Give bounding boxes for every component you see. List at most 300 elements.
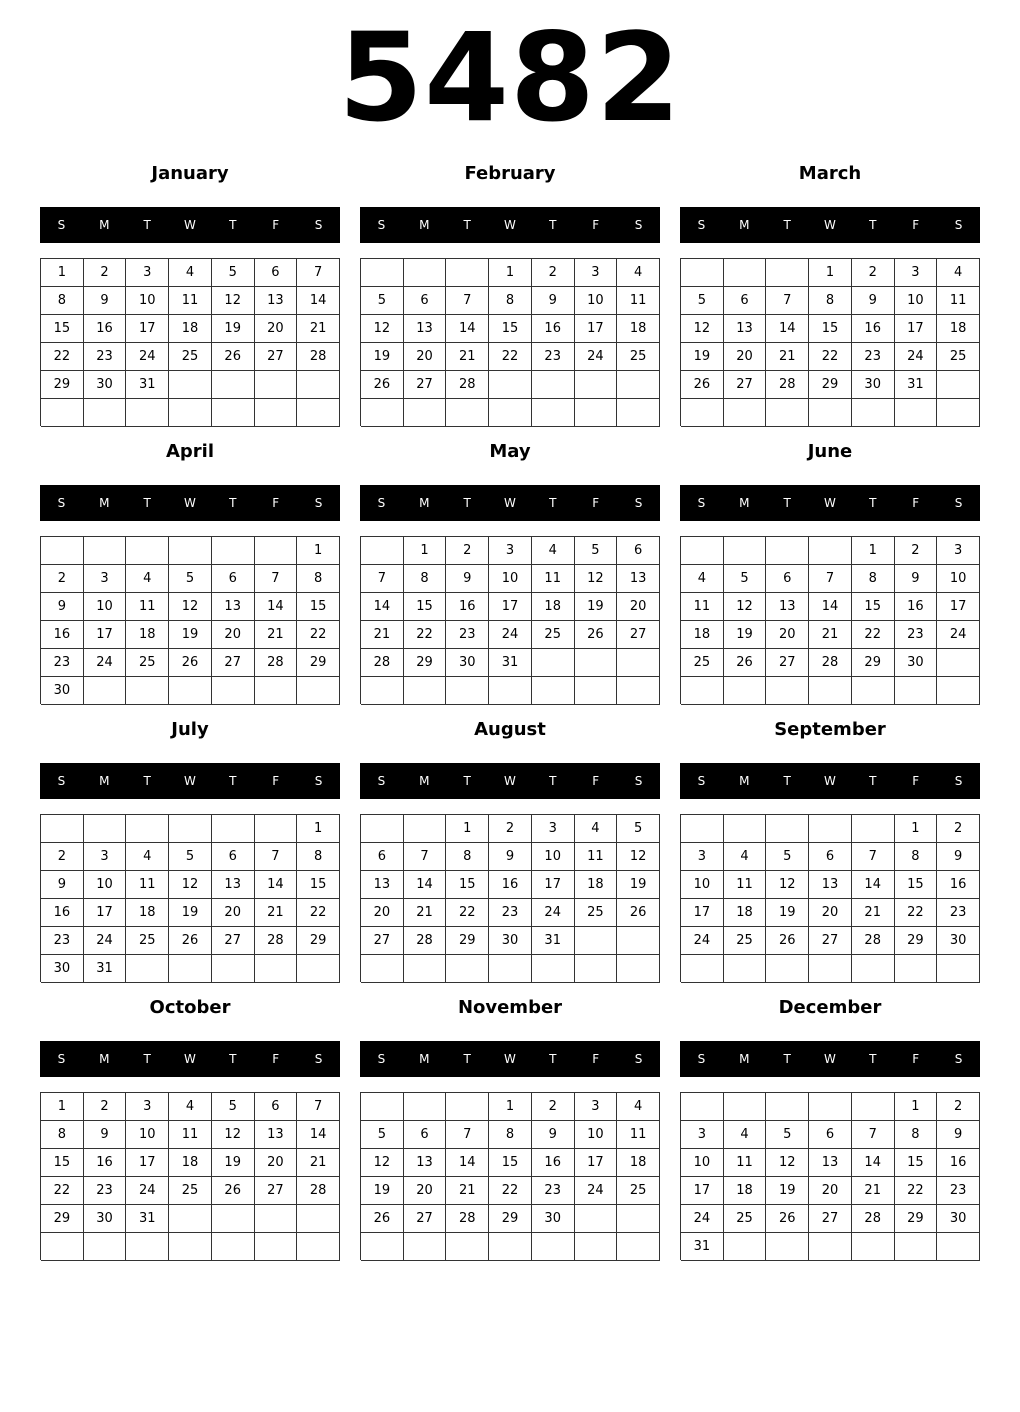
day-cell: 3 (532, 815, 575, 843)
weekday-label: T (463, 1052, 471, 1066)
weekday-label: S (314, 218, 323, 232)
day-cell: 23 (41, 649, 84, 677)
empty-day-cell (766, 1093, 809, 1121)
day-cell: 8 (41, 1121, 84, 1149)
day-cell: 11 (617, 1121, 660, 1149)
month-name: July (171, 719, 209, 740)
month-july (40, 716, 340, 984)
day-cell: 16 (41, 621, 84, 649)
day-cell: 18 (724, 1177, 767, 1205)
day-cell: 14 (255, 871, 298, 899)
day-cell: 20 (809, 1177, 852, 1205)
day-cell: 12 (169, 593, 212, 621)
day-cell: 26 (766, 927, 809, 955)
empty-day-cell (724, 537, 767, 565)
weekday-header (40, 1041, 340, 1077)
weekday-label: S (954, 1052, 963, 1066)
day-cell: 15 (895, 1149, 938, 1177)
days-grid (680, 258, 980, 426)
day-cell: 1 (297, 815, 340, 843)
day-cell: 13 (724, 315, 767, 343)
empty-day-cell (255, 399, 298, 427)
day-cell: 15 (852, 593, 895, 621)
weekday-label: S (314, 1052, 323, 1066)
days-grid (40, 1092, 340, 1260)
empty-day-cell (169, 677, 212, 705)
empty-day-cell (489, 371, 532, 399)
day-cell: 18 (169, 315, 212, 343)
day-cell: 7 (255, 843, 298, 871)
day-cell: 22 (446, 899, 489, 927)
day-cell: 31 (681, 1233, 724, 1261)
weekday-label: T (783, 1052, 791, 1066)
empty-day-cell (809, 955, 852, 983)
day-cell: 19 (766, 1177, 809, 1205)
empty-day-cell (724, 815, 767, 843)
weekday-label: W (184, 1052, 196, 1066)
day-cell: 16 (937, 1149, 980, 1177)
day-cell: 29 (895, 927, 938, 955)
empty-day-cell (255, 537, 298, 565)
day-cell: 28 (446, 1205, 489, 1233)
day-cell: 3 (895, 259, 938, 287)
weekday-label: M (419, 774, 430, 788)
weekday-label: F (592, 496, 600, 510)
weekday-label: S (57, 1052, 66, 1066)
weekday-label: T (463, 218, 471, 232)
days-grid (680, 814, 980, 982)
day-cell: 12 (681, 315, 724, 343)
empty-day-cell (255, 677, 298, 705)
day-cell: 18 (532, 593, 575, 621)
empty-day-cell (895, 955, 938, 983)
days-grid (360, 258, 660, 426)
month-september (680, 716, 980, 984)
day-cell: 25 (126, 649, 169, 677)
empty-day-cell (446, 955, 489, 983)
day-cell: 12 (724, 593, 767, 621)
day-cell: 15 (895, 871, 938, 899)
day-cell: 16 (84, 315, 127, 343)
empty-day-cell (532, 649, 575, 677)
day-cell: 25 (724, 1205, 767, 1233)
days-grid (40, 536, 340, 704)
empty-day-cell (575, 955, 618, 983)
day-cell: 24 (84, 927, 127, 955)
day-cell: 30 (41, 677, 84, 705)
day-cell: 10 (489, 565, 532, 593)
day-cell: 9 (532, 1121, 575, 1149)
weekday-label: S (954, 774, 963, 788)
day-cell: 5 (617, 815, 660, 843)
day-cell: 16 (937, 871, 980, 899)
month-name: June (807, 441, 853, 462)
empty-day-cell (297, 1205, 340, 1233)
weekday-header (680, 485, 980, 521)
empty-day-cell (212, 537, 255, 565)
empty-day-cell (937, 1233, 980, 1261)
day-cell: 26 (681, 371, 724, 399)
day-cell: 13 (766, 593, 809, 621)
day-cell: 1 (489, 259, 532, 287)
days-grid (680, 1092, 980, 1260)
weekday-header (680, 207, 980, 243)
day-cell: 25 (575, 899, 618, 927)
day-cell: 3 (489, 537, 532, 565)
weekday-header (360, 207, 660, 243)
weekday-label: W (504, 1052, 516, 1066)
day-cell: 8 (809, 287, 852, 315)
day-cell: 24 (126, 343, 169, 371)
day-cell: 1 (41, 1093, 84, 1121)
day-cell: 23 (532, 1177, 575, 1205)
day-cell: 10 (126, 1121, 169, 1149)
day-cell: 25 (681, 649, 724, 677)
day-cell: 8 (297, 843, 340, 871)
day-cell: 10 (126, 287, 169, 315)
day-cell: 21 (446, 1177, 489, 1205)
empty-day-cell (84, 537, 127, 565)
day-cell: 16 (489, 871, 532, 899)
day-cell: 4 (617, 1093, 660, 1121)
day-cell: 1 (297, 537, 340, 565)
day-cell: 11 (724, 1149, 767, 1177)
day-cell: 13 (404, 1149, 447, 1177)
day-cell: 6 (212, 565, 255, 593)
day-cell: 21 (297, 315, 340, 343)
day-cell: 7 (446, 1121, 489, 1149)
empty-day-cell (404, 677, 447, 705)
day-cell: 6 (255, 259, 298, 287)
day-cell: 30 (937, 1205, 980, 1233)
empty-day-cell (489, 677, 532, 705)
empty-day-cell (126, 537, 169, 565)
day-cell: 1 (489, 1093, 532, 1121)
day-cell: 3 (681, 843, 724, 871)
empty-day-cell (404, 955, 447, 983)
day-cell: 14 (766, 315, 809, 343)
day-cell: 11 (126, 871, 169, 899)
day-cell: 12 (766, 871, 809, 899)
weekday-label: F (272, 496, 280, 510)
day-cell: 2 (41, 843, 84, 871)
day-cell: 7 (852, 843, 895, 871)
day-cell: 23 (937, 1177, 980, 1205)
day-cell: 18 (575, 871, 618, 899)
weekday-label: S (634, 774, 643, 788)
day-cell: 9 (446, 565, 489, 593)
year-title: 5482 (338, 7, 682, 149)
day-cell: 6 (617, 537, 660, 565)
empty-day-cell (532, 1233, 575, 1261)
day-cell: 25 (937, 343, 980, 371)
day-cell: 12 (212, 1121, 255, 1149)
weekday-label: M (419, 1052, 430, 1066)
month-name: November (457, 997, 563, 1018)
empty-day-cell (169, 1233, 212, 1261)
day-cell: 21 (809, 621, 852, 649)
day-cell: 11 (617, 287, 660, 315)
empty-day-cell (617, 927, 660, 955)
day-cell: 13 (809, 871, 852, 899)
day-cell: 16 (84, 1149, 127, 1177)
weekday-label: S (634, 496, 643, 510)
day-cell: 31 (489, 649, 532, 677)
weekday-label: S (314, 496, 323, 510)
empty-day-cell (724, 1093, 767, 1121)
day-cell: 30 (852, 371, 895, 399)
empty-day-cell (489, 399, 532, 427)
day-cell: 22 (895, 899, 938, 927)
day-cell: 28 (255, 927, 298, 955)
day-cell: 26 (617, 899, 660, 927)
day-cell: 22 (489, 1177, 532, 1205)
day-cell: 12 (766, 1149, 809, 1177)
empty-day-cell (895, 677, 938, 705)
day-cell: 8 (297, 565, 340, 593)
day-cell: 29 (41, 371, 84, 399)
day-cell: 19 (766, 899, 809, 927)
weekday-label: T (229, 218, 237, 232)
empty-day-cell (617, 955, 660, 983)
day-cell: 11 (169, 287, 212, 315)
day-cell: 27 (361, 927, 404, 955)
day-cell: 29 (41, 1205, 84, 1233)
day-cell: 8 (489, 1121, 532, 1149)
day-cell: 23 (489, 899, 532, 927)
day-cell: 17 (84, 899, 127, 927)
weekday-header (360, 1041, 660, 1077)
empty-day-cell (766, 955, 809, 983)
empty-day-cell (724, 955, 767, 983)
day-cell: 11 (681, 593, 724, 621)
day-cell: 27 (766, 649, 809, 677)
day-cell: 31 (84, 955, 127, 983)
day-cell: 2 (937, 1093, 980, 1121)
empty-day-cell (297, 1233, 340, 1261)
day-cell: 18 (169, 1149, 212, 1177)
empty-day-cell (766, 677, 809, 705)
empty-day-cell (212, 1205, 255, 1233)
empty-day-cell (681, 537, 724, 565)
weekday-label: M (739, 218, 750, 232)
weekday-header (680, 763, 980, 799)
day-cell: 7 (361, 565, 404, 593)
weekday-label: W (504, 496, 516, 510)
day-cell: 23 (446, 621, 489, 649)
day-cell: 4 (617, 259, 660, 287)
day-cell: 19 (169, 899, 212, 927)
empty-day-cell (724, 1233, 767, 1261)
weekday-label: S (57, 774, 66, 788)
weekday-label: S (697, 496, 706, 510)
day-cell: 17 (126, 315, 169, 343)
day-cell: 17 (575, 315, 618, 343)
day-cell: 29 (852, 649, 895, 677)
day-cell: 18 (126, 899, 169, 927)
weekday-header (360, 763, 660, 799)
empty-day-cell (41, 1233, 84, 1261)
day-cell: 21 (852, 899, 895, 927)
empty-day-cell (41, 815, 84, 843)
day-cell: 12 (361, 1149, 404, 1177)
month-june (680, 438, 980, 706)
day-cell: 9 (84, 287, 127, 315)
days-grid (360, 1092, 660, 1260)
empty-day-cell (212, 371, 255, 399)
day-cell: 26 (212, 1177, 255, 1205)
day-cell: 23 (41, 927, 84, 955)
day-cell: 17 (489, 593, 532, 621)
day-cell: 7 (446, 287, 489, 315)
days-grid (40, 258, 340, 426)
day-cell: 29 (809, 371, 852, 399)
empty-day-cell (297, 399, 340, 427)
weekday-label: F (912, 218, 920, 232)
day-cell: 20 (617, 593, 660, 621)
day-cell: 17 (532, 871, 575, 899)
weekday-label: W (504, 774, 516, 788)
weekday-label: T (229, 1052, 237, 1066)
day-cell: 13 (212, 593, 255, 621)
day-cell: 25 (169, 1177, 212, 1205)
day-cell: 16 (532, 1149, 575, 1177)
day-cell: 7 (852, 1121, 895, 1149)
day-cell: 17 (126, 1149, 169, 1177)
empty-day-cell (852, 1093, 895, 1121)
empty-day-cell (575, 649, 618, 677)
weekday-label: M (419, 496, 430, 510)
day-cell: 20 (212, 621, 255, 649)
weekday-label: M (419, 218, 430, 232)
day-cell: 17 (84, 621, 127, 649)
day-cell: 27 (404, 1205, 447, 1233)
empty-day-cell (532, 955, 575, 983)
empty-day-cell (212, 815, 255, 843)
day-cell: 11 (169, 1121, 212, 1149)
day-cell: 16 (532, 315, 575, 343)
day-cell: 24 (84, 649, 127, 677)
day-cell: 21 (361, 621, 404, 649)
empty-day-cell (617, 1233, 660, 1261)
empty-day-cell (255, 815, 298, 843)
day-cell: 19 (212, 1149, 255, 1177)
day-cell: 4 (681, 565, 724, 593)
day-cell: 3 (84, 565, 127, 593)
empty-day-cell (575, 1233, 618, 1261)
empty-day-cell (681, 259, 724, 287)
empty-day-cell (255, 1205, 298, 1233)
day-cell: 17 (575, 1149, 618, 1177)
day-cell: 5 (724, 565, 767, 593)
weekday-label: F (592, 1052, 600, 1066)
weekday-label: T (143, 774, 151, 788)
day-cell: 17 (895, 315, 938, 343)
day-cell: 9 (532, 287, 575, 315)
day-cell: 20 (361, 899, 404, 927)
day-cell: 21 (255, 621, 298, 649)
month-name: February (464, 163, 556, 184)
empty-day-cell (84, 1233, 127, 1261)
day-cell: 31 (126, 371, 169, 399)
empty-day-cell (937, 399, 980, 427)
day-cell: 25 (532, 621, 575, 649)
day-cell: 6 (255, 1093, 298, 1121)
day-cell: 20 (212, 899, 255, 927)
day-cell: 3 (126, 259, 169, 287)
day-cell: 22 (489, 343, 532, 371)
empty-day-cell (724, 259, 767, 287)
day-cell: 28 (809, 649, 852, 677)
day-cell: 26 (361, 371, 404, 399)
weekday-label: F (272, 218, 280, 232)
day-cell: 16 (895, 593, 938, 621)
weekday-label: T (869, 218, 877, 232)
day-cell: 10 (937, 565, 980, 593)
empty-day-cell (532, 677, 575, 705)
empty-day-cell (169, 371, 212, 399)
weekday-label: T (549, 218, 557, 232)
day-cell: 26 (169, 927, 212, 955)
weekday-label: S (377, 1052, 386, 1066)
day-cell: 10 (681, 871, 724, 899)
day-cell: 6 (212, 843, 255, 871)
empty-day-cell (126, 399, 169, 427)
day-cell: 21 (766, 343, 809, 371)
day-cell: 8 (852, 565, 895, 593)
day-cell: 26 (766, 1205, 809, 1233)
day-cell: 4 (126, 843, 169, 871)
empty-day-cell (361, 537, 404, 565)
day-cell: 10 (84, 871, 127, 899)
month-name: May (489, 441, 531, 462)
weekday-label: T (143, 496, 151, 510)
day-cell: 21 (297, 1149, 340, 1177)
day-cell: 26 (212, 343, 255, 371)
empty-day-cell (361, 1093, 404, 1121)
day-cell: 27 (212, 927, 255, 955)
day-cell: 14 (297, 1121, 340, 1149)
day-cell: 20 (766, 621, 809, 649)
day-cell: 24 (126, 1177, 169, 1205)
weekday-label: S (57, 218, 66, 232)
empty-day-cell (212, 399, 255, 427)
day-cell: 4 (724, 1121, 767, 1149)
month-august (360, 716, 660, 984)
weekday-label: S (697, 218, 706, 232)
day-cell: 9 (84, 1121, 127, 1149)
day-cell: 19 (212, 315, 255, 343)
day-cell: 24 (532, 899, 575, 927)
weekday-label: T (463, 496, 471, 510)
day-cell: 28 (766, 371, 809, 399)
empty-day-cell (212, 1233, 255, 1261)
day-cell: 15 (489, 315, 532, 343)
empty-day-cell (489, 955, 532, 983)
day-cell: 24 (575, 343, 618, 371)
day-cell: 14 (852, 871, 895, 899)
day-cell: 29 (895, 1205, 938, 1233)
empty-day-cell (404, 1093, 447, 1121)
day-cell: 22 (895, 1177, 938, 1205)
day-cell: 2 (532, 259, 575, 287)
day-cell: 30 (937, 927, 980, 955)
day-cell: 19 (617, 871, 660, 899)
empty-day-cell (575, 399, 618, 427)
day-cell: 22 (297, 899, 340, 927)
day-cell: 31 (532, 927, 575, 955)
day-cell: 29 (489, 1205, 532, 1233)
